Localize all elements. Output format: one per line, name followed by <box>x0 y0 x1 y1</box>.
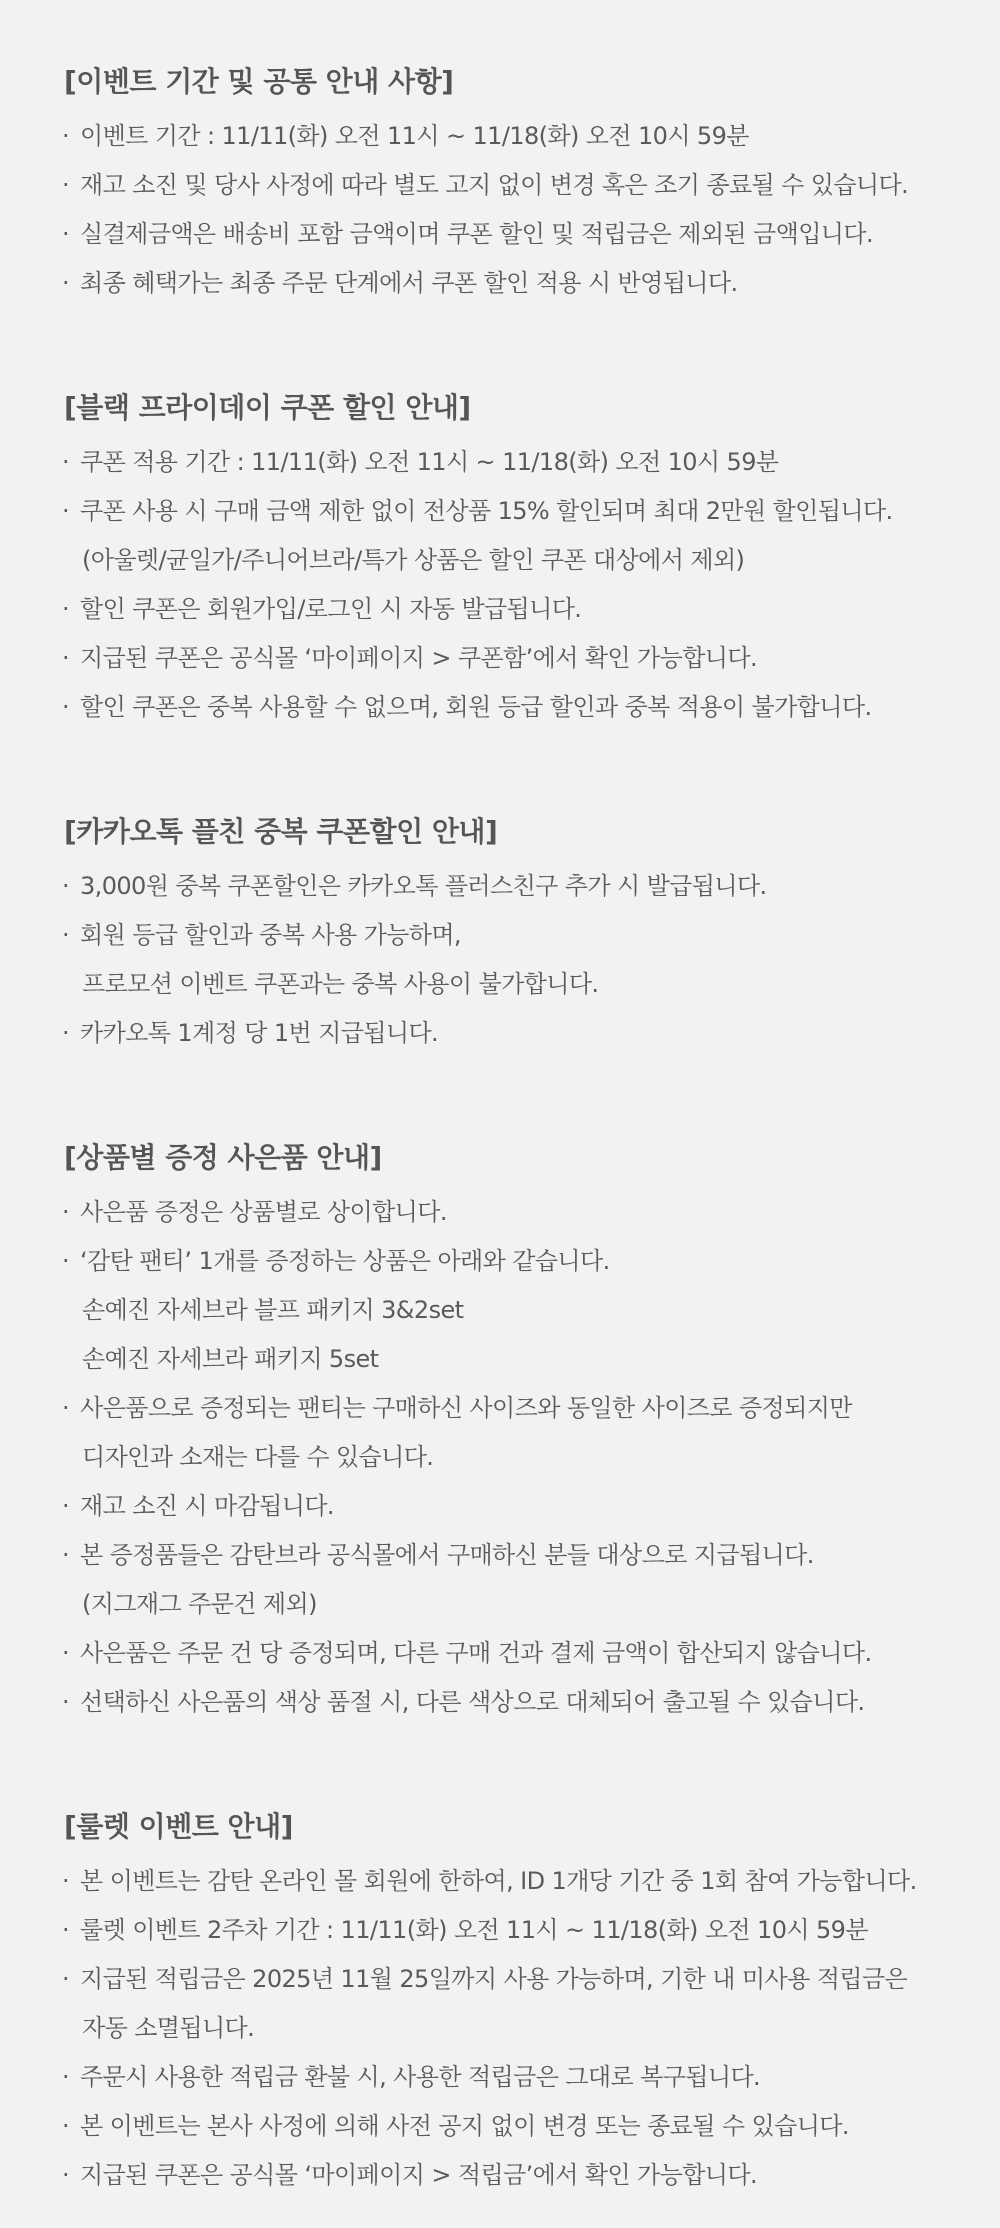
list-item <box>62 438 960 487</box>
item-text: 본 증정품들은 감탄브라 공식몰에서 구매하신 분들 대상으로 지급됩니다. <box>80 1541 814 1569</box>
bullet: · <box>62 269 70 297</box>
notice-list <box>62 1857 960 2200</box>
list-item <box>62 1857 960 1906</box>
bullet: · <box>62 2063 70 2091</box>
list-item <box>62 161 960 210</box>
list-item <box>62 585 960 634</box>
item-text: 할인 쿠폰은 중복 사용할 수 없으며, 회원 등급 할인과 중복 적용이 불가합니다. <box>80 693 872 721</box>
list-item <box>62 2053 960 2102</box>
list-item <box>62 1237 960 1384</box>
bullet: · <box>62 595 70 623</box>
list-item <box>62 1482 960 1531</box>
section-black-friday-coupon <box>62 388 960 732</box>
item-text-continued: (아울렛/균일가/주니어브라/특가 상품은 할인 쿠폰 대상에서 제외) <box>82 546 745 574</box>
list-item <box>62 487 960 585</box>
notice-list <box>62 1188 960 1727</box>
item-text: 주문시 사용한 적립금 환불 시, 사용한 적립금은 그대로 복구됩니다. <box>80 2063 761 2091</box>
notice-list <box>62 112 960 308</box>
bullet: · <box>62 2161 70 2189</box>
item-text: 사은품 증정은 상품별로 상이합니다. <box>80 1198 447 1226</box>
list-item <box>62 2151 960 2200</box>
bullet: · <box>62 122 70 150</box>
bullet: · <box>62 1639 70 1667</box>
section-gift <box>62 1138 960 1727</box>
bullet: · <box>62 1867 70 1895</box>
item-text: 사은품은 주문 건 당 증정되며, 다른 구매 건과 결제 금액이 합산되지 않습니다. <box>80 1639 872 1667</box>
section-title: [상품별 증정 사은품 안내] <box>64 1141 382 1174</box>
section-title: [블랙 프라이데이 쿠폰 할인 안내] <box>64 391 471 424</box>
section-roulette <box>62 1807 960 2200</box>
item-text: 카카오톡 1계정 당 1번 지급됩니다. <box>80 1019 439 1047</box>
list-item <box>62 862 960 911</box>
list-item <box>62 683 960 732</box>
section-title: [룰렛 이벤트 안내] <box>64 1810 293 1843</box>
list-item <box>62 1678 960 1727</box>
notice-list <box>62 438 960 732</box>
list-item <box>62 1009 960 1058</box>
item-text: 회원 등급 할인과 중복 사용 가능하며, <box>80 921 461 949</box>
item-text-continued: 손예진 자세브라 블프 패키지 3&2set <box>82 1296 464 1324</box>
bullet: · <box>62 1965 70 1993</box>
item-text: 재고 소진 및 당사 사정에 따라 별도 고지 없이 변경 혹은 조기 종료될 수 있습니다. <box>80 171 909 199</box>
item-text: 본 이벤트는 감탄 온라인 몰 회원에 한하여, ID 1개당 기간 중 1회 참여 가능합니다. <box>80 1867 917 1895</box>
bullet: · <box>62 497 70 525</box>
bullet: · <box>62 644 70 672</box>
bullet: · <box>62 448 70 476</box>
bullet: · <box>62 2112 70 2140</box>
item-text-continued: 자동 소멸됩니다. <box>82 2014 255 2042</box>
bullet: · <box>62 220 70 248</box>
section-title: [카카오톡 플친 중복 쿠폰할인 안내] <box>64 815 498 848</box>
item-text: 쿠폰 적용 기간 : 11/11(화) 오전 11시 ~ 11/18(화) 오전 10시 59분 <box>80 448 779 476</box>
list-item <box>62 1188 960 1237</box>
item-text-continued: 손예진 자세브라 패키지 5set <box>82 1345 379 1373</box>
bullet: · <box>62 1492 70 1520</box>
item-text: 3,000원 중복 쿠폰할인은 카카오톡 플러스친구 추가 시 발급됩니다. <box>80 872 767 900</box>
item-text: 지급된 적립금은 2025년 11월 25일까지 사용 가능하며, 기한 내 미사용 적립금은 <box>80 1965 908 1993</box>
bullet: · <box>62 1247 70 1275</box>
notice-list <box>62 862 960 1058</box>
item-text: 선택하신 사은품의 색상 품절 시, 다른 색상으로 대체되어 출고될 수 있습니다. <box>80 1688 865 1716</box>
item-text: 재고 소진 시 마감됩니다. <box>80 1492 334 1520</box>
item-text-continued: 디자인과 소재는 다를 수 있습니다. <box>82 1443 434 1471</box>
list-item <box>62 1629 960 1678</box>
bullet: · <box>62 1541 70 1569</box>
item-text: 최종 혜택가는 최종 주문 단계에서 쿠폰 할인 적용 시 반영됩니다. <box>80 269 738 297</box>
item-text-continued: (지그재그 주문건 제외) <box>82 1590 317 1618</box>
list-item <box>62 1955 960 2053</box>
item-text: 할인 쿠폰은 회원가입/로그인 시 자동 발급됩니다. <box>80 595 582 623</box>
bullet: · <box>62 872 70 900</box>
bullet: · <box>62 693 70 721</box>
list-item <box>62 911 960 1009</box>
bullet: · <box>62 1019 70 1047</box>
list-item <box>62 259 960 308</box>
list-item <box>62 210 960 259</box>
item-text: 본 이벤트는 본사 사정에 의해 사전 공지 없이 변경 또는 종료될 수 있습니다. <box>80 2112 849 2140</box>
item-text: 사은품으로 증정되는 팬티는 구매하신 사이즈와 동일한 사이즈로 증정되지만 <box>80 1394 852 1422</box>
bullet: · <box>62 921 70 949</box>
list-item <box>62 1384 960 1482</box>
item-text-continued: 프로모션 이벤트 쿠폰과는 중복 사용이 불가합니다. <box>82 970 599 998</box>
item-text: ‘감탄 팬티’ 1개를 증정하는 상품은 아래와 같습니다. <box>80 1247 610 1275</box>
item-text: 지급된 쿠폰은 공식몰 ‘마이페이지 > 쿠폰함’에서 확인 가능합니다. <box>80 644 757 672</box>
bullet: · <box>62 1688 70 1716</box>
list-item <box>62 112 960 161</box>
list-item <box>62 1906 960 1955</box>
item-text: 지급된 쿠폰은 공식몰 ‘마이페이지 > 적립금’에서 확인 가능합니다. <box>80 2161 757 2189</box>
item-text: 실결제금액은 배송비 포함 금액이며 쿠폰 할인 및 적립금은 제외된 금액입니다. <box>80 220 873 248</box>
list-item <box>62 2102 960 2151</box>
bullet: · <box>62 1198 70 1226</box>
item-text: 룰렛 이벤트 2주차 기간 : 11/11(화) 오전 11시 ~ 11/18(화) 오전 10시 59분 <box>80 1916 868 1944</box>
item-text: 이벤트 기간 : 11/11(화) 오전 11시 ~ 11/18(화) 오전 10시 59분 <box>80 122 749 150</box>
list-item <box>62 634 960 683</box>
bullet: · <box>62 171 70 199</box>
list-item <box>62 1531 960 1629</box>
section-event-period <box>62 62 960 308</box>
section-title: [이벤트 기간 및 공통 안내 사항] <box>64 65 454 98</box>
bullet: · <box>62 1916 70 1944</box>
item-text: 쿠폰 사용 시 구매 금액 제한 없이 전상품 15% 할인되며 최대 2만원 할인됩니다. <box>80 497 893 525</box>
section-kakao-coupon <box>62 812 960 1058</box>
bullet: · <box>62 1394 70 1422</box>
